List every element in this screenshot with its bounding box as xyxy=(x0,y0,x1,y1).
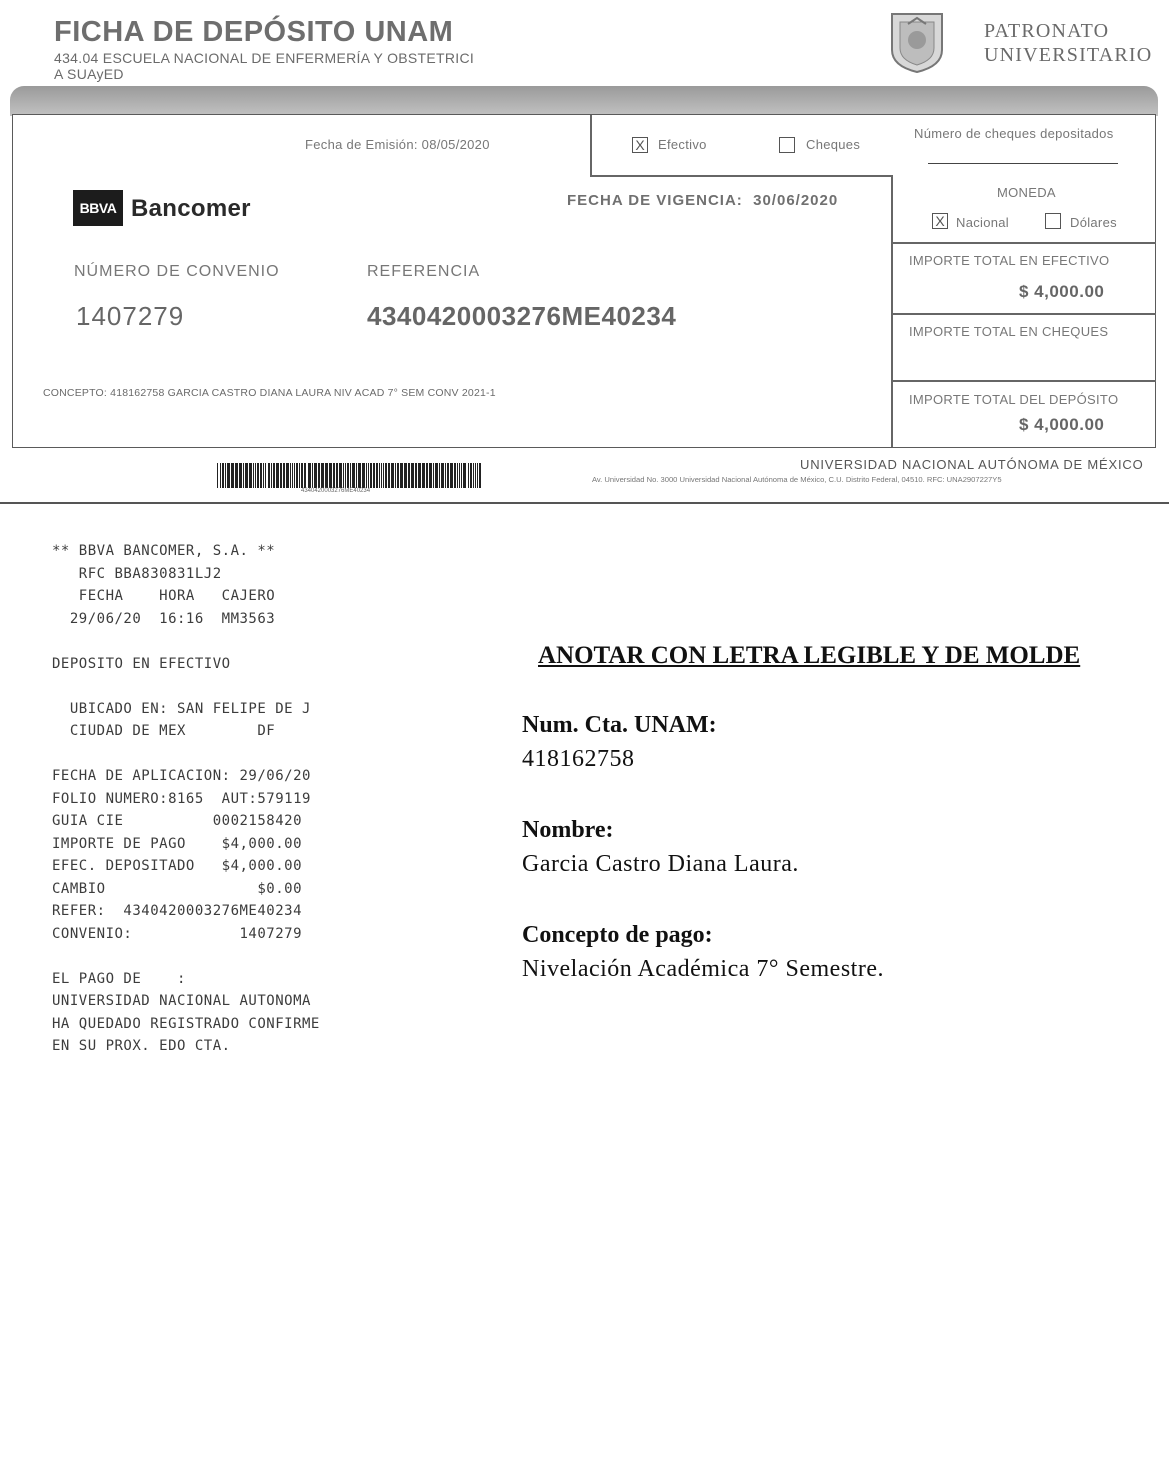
cuenta-label: Num. Cta. UNAM: xyxy=(522,712,717,738)
barcode-bar xyxy=(422,463,425,488)
barcode-bar xyxy=(411,463,414,488)
barcode-bar xyxy=(376,463,378,488)
barcode-bar xyxy=(239,463,242,488)
importe-efectivo-label: IMPORTE TOTAL EN EFECTIVO xyxy=(909,253,1110,268)
barcode-bar xyxy=(225,463,226,488)
cut-line xyxy=(0,502,1169,504)
barcode-bar xyxy=(227,463,230,488)
receipt-line: FECHA DE APLICACION: 29/06/20 xyxy=(52,768,311,784)
barcode-bar xyxy=(408,463,410,488)
barcode-bar xyxy=(304,463,306,488)
barcode-bar xyxy=(439,463,440,488)
barcode-bar xyxy=(345,463,346,488)
barcode-bar xyxy=(445,463,446,488)
receipt-line: UBICADO EN: SAN FELIPE DE J xyxy=(52,700,311,717)
barcode-bar xyxy=(347,463,349,488)
barcode-bar xyxy=(314,463,317,488)
efectivo-checkbox: X xyxy=(632,137,648,153)
barcode-bar xyxy=(296,463,298,488)
receipt-line: RFC BBA830831LJ2 xyxy=(52,565,222,582)
barcode-bar xyxy=(265,463,266,488)
receipt-line xyxy=(52,945,320,968)
cuenta-value: 418162758 xyxy=(522,746,635,772)
barcode-bar xyxy=(339,463,342,488)
receipt-line: REFER: 4340420003276ME40234 xyxy=(52,903,303,919)
barcode-bar xyxy=(366,463,367,488)
barcode-bar xyxy=(283,463,285,488)
barcode-bar xyxy=(217,463,218,488)
nacional-label: Nacional xyxy=(956,215,1009,230)
barcode-bar xyxy=(370,463,372,488)
receipt-line: IMPORTE DE PAGO $4,000.00 xyxy=(52,835,303,852)
convenio-label: NÚMERO DE CONVENIO xyxy=(74,263,280,280)
receipt-line xyxy=(52,630,320,653)
barcode-bar xyxy=(343,463,344,488)
barcode-bar xyxy=(397,463,399,488)
barcode-bar xyxy=(400,463,403,488)
barcode-bar xyxy=(441,463,444,488)
receipt-line: EFEC. DEPOSITADO $4,000.00 xyxy=(52,858,303,874)
barcode-bar xyxy=(479,463,481,488)
barcode-bar xyxy=(379,463,380,488)
barcode-bar xyxy=(249,463,252,488)
cheques-checkbox xyxy=(779,137,795,153)
barcode-bar xyxy=(257,463,259,488)
dolares-checkbox xyxy=(1045,213,1061,229)
barcode-bar xyxy=(325,463,328,488)
receipt-line: CONVENIO: 1407279 xyxy=(52,925,303,942)
document-title: FICHA DE DEPÓSITO UNAM xyxy=(54,16,454,48)
barcode-bar xyxy=(473,463,474,488)
bank-name: Bancomer xyxy=(131,195,251,222)
bank-receipt xyxy=(52,540,320,1058)
school-line-1: 434.04 ESCUELA NACIONAL DE ENFERMERÍA Y OBSTETRICI xyxy=(54,50,475,66)
receipt-line: 29/06/20 16:16 MM3563 xyxy=(52,610,276,627)
importe-efectivo-value: $ 4,000.00 xyxy=(1019,282,1105,301)
unam-seal-icon xyxy=(886,10,948,74)
barcode-bar xyxy=(350,463,351,488)
barcode-bar xyxy=(468,463,469,488)
barcode-bar xyxy=(356,463,357,488)
barcode-bar xyxy=(292,463,293,488)
barcode-bar xyxy=(461,463,462,488)
barcode-bar xyxy=(447,463,449,488)
receipt-line: ** BBVA BANCOMER, S.A. ** xyxy=(52,543,276,559)
barcode-bar xyxy=(454,463,456,488)
nombre-label: Nombre: xyxy=(522,817,614,843)
importe-cheques-label: IMPORTE TOTAL EN CHEQUES xyxy=(909,324,1109,339)
referencia-value: 4340420003276ME40234 xyxy=(367,301,677,331)
barcode-bar xyxy=(435,463,438,488)
importe-deposito-value: $ 4,000.00 xyxy=(1019,415,1105,434)
patronato-line-1: PATRONATO xyxy=(984,20,1110,42)
barcode-bar xyxy=(222,463,224,488)
receipt-line: CAMBIO $0.00 xyxy=(52,880,303,897)
header-band xyxy=(10,86,1158,116)
barcode-bar xyxy=(260,463,262,488)
concepto-pago-value: Nivelación Académica 7° Semestre. xyxy=(522,956,884,982)
school-line-2: A SUAyED xyxy=(54,66,124,82)
receipt-line: GUIA CIE 0002158420 xyxy=(52,813,303,829)
cheques-label: Cheques xyxy=(806,137,861,152)
university-address: Av. Universidad No. 3000 Universidad Nacional Autónoma de México, C.U. Distrito Federal, 04510. RFC: UNA2907227Y5 xyxy=(592,475,1002,484)
barcode-bar xyxy=(276,463,279,488)
barcode-bar xyxy=(220,463,221,488)
barcode-bar xyxy=(395,463,396,488)
barcode-text: 4340420003276ME40234 xyxy=(301,488,371,494)
barcode-bar xyxy=(308,463,311,488)
barcode-bar xyxy=(253,463,254,488)
barcode-bar xyxy=(433,463,434,488)
barcode-bar xyxy=(459,463,460,488)
barcode-bar xyxy=(255,463,256,488)
barcode-bar xyxy=(415,463,417,488)
barcode-bar xyxy=(470,463,472,488)
barcode-bar xyxy=(312,463,313,488)
instructions-heading: ANOTAR CON LETRA LEGIBLE Y DE MOLDE xyxy=(538,642,1081,669)
barcode-bar xyxy=(358,463,361,488)
barcode-bar xyxy=(391,463,394,488)
barcode-bar xyxy=(404,463,407,488)
convenio-value: 1407279 xyxy=(76,301,185,331)
receipt-line: CIUDAD DE MEX DF xyxy=(52,723,276,739)
moneda-label: MONEDA xyxy=(997,185,1056,200)
dolares-label: Dólares xyxy=(1070,215,1117,230)
barcode-bar xyxy=(381,463,382,488)
fecha-emision: Fecha de Emisión: 08/05/2020 xyxy=(305,137,490,152)
num-cheques-label: Número de cheques depositados xyxy=(914,126,1114,141)
concepto-pago-label: Concepto de pago: xyxy=(522,922,713,948)
barcode-bar xyxy=(321,463,324,488)
receipt-line: UNIVERSIDAD NACIONAL AUTONOMA xyxy=(52,993,311,1009)
receipt-line: DEPOSITO EN EFECTIVO xyxy=(52,655,231,672)
barcode-bar xyxy=(318,463,320,488)
barcode-bar xyxy=(290,463,291,488)
importe-deposito-label: IMPORTE TOTAL DEL DEPÓSITO xyxy=(909,392,1119,407)
barcode-bar xyxy=(362,463,365,488)
barcode-bar xyxy=(273,463,275,488)
barcode-bar xyxy=(450,463,453,488)
barcode-bar xyxy=(418,463,421,488)
barcode-bar xyxy=(299,463,300,488)
barcode-bar xyxy=(301,463,303,488)
university-name: UNIVERSIDAD NACIONAL AUTÓNOMA DE MÉXICO xyxy=(800,457,1144,472)
barcode-bar xyxy=(245,463,248,488)
receipt-line: FECHA HORA CAJERO xyxy=(52,588,276,604)
barcode-bar xyxy=(383,463,384,488)
barcode-bar xyxy=(243,463,244,488)
barcode-bar xyxy=(457,463,458,488)
barcode-bar xyxy=(271,463,272,488)
barcode-bar xyxy=(352,463,355,488)
deposit-form xyxy=(12,114,1156,448)
receipt-line: HA QUEDADO REGISTRADO CONFIRME xyxy=(52,1015,320,1032)
barcode-bar xyxy=(463,463,466,488)
receipt-line: EL PAGO DE : xyxy=(52,970,186,987)
barcode xyxy=(217,463,483,488)
nacional-checkbox: X xyxy=(932,213,948,229)
barcode-bar xyxy=(286,463,289,488)
barcode-bar xyxy=(475,463,476,488)
receipt-line: EN SU PROX. EDO CTA. xyxy=(52,1038,231,1054)
nombre-value: Garcia Castro Diana Laura. xyxy=(522,851,799,877)
barcode-bar xyxy=(368,463,369,488)
barcode-bar xyxy=(263,463,264,488)
fecha-vigencia: FECHA DE VIGENCIA: 30/06/2020 xyxy=(567,192,839,209)
receipt-line xyxy=(52,675,320,698)
receipt-line xyxy=(52,743,320,766)
concepto-line: CONCEPTO: 418162758 GARCIA CASTRO DIANA LAURA NIV ACAD 7° SEM CONV 2021-1 xyxy=(43,387,496,399)
efectivo-label: Efectivo xyxy=(658,137,707,152)
barcode-bar xyxy=(329,463,332,488)
barcode-bar xyxy=(333,463,335,488)
barcode-bar xyxy=(280,463,282,488)
barcode-bar xyxy=(294,463,295,488)
barcode-bar xyxy=(385,463,387,488)
barcode-bar xyxy=(268,463,270,488)
receipt-line: FOLIO NUMERO:8165 AUT:579119 xyxy=(52,790,311,807)
barcode-bar xyxy=(373,463,375,488)
barcode-bar xyxy=(477,463,478,488)
bbva-logo: BBVA xyxy=(73,190,123,226)
barcode-bar xyxy=(235,463,238,488)
barcode-bar xyxy=(336,463,338,488)
barcode-bar xyxy=(426,463,428,488)
barcode-bar xyxy=(429,463,432,488)
referencia-label: REFERENCIA xyxy=(367,263,481,280)
barcode-bar xyxy=(388,463,390,488)
barcode-bar xyxy=(231,463,234,488)
patronato-line-2: UNIVERSITARIO xyxy=(984,44,1153,66)
